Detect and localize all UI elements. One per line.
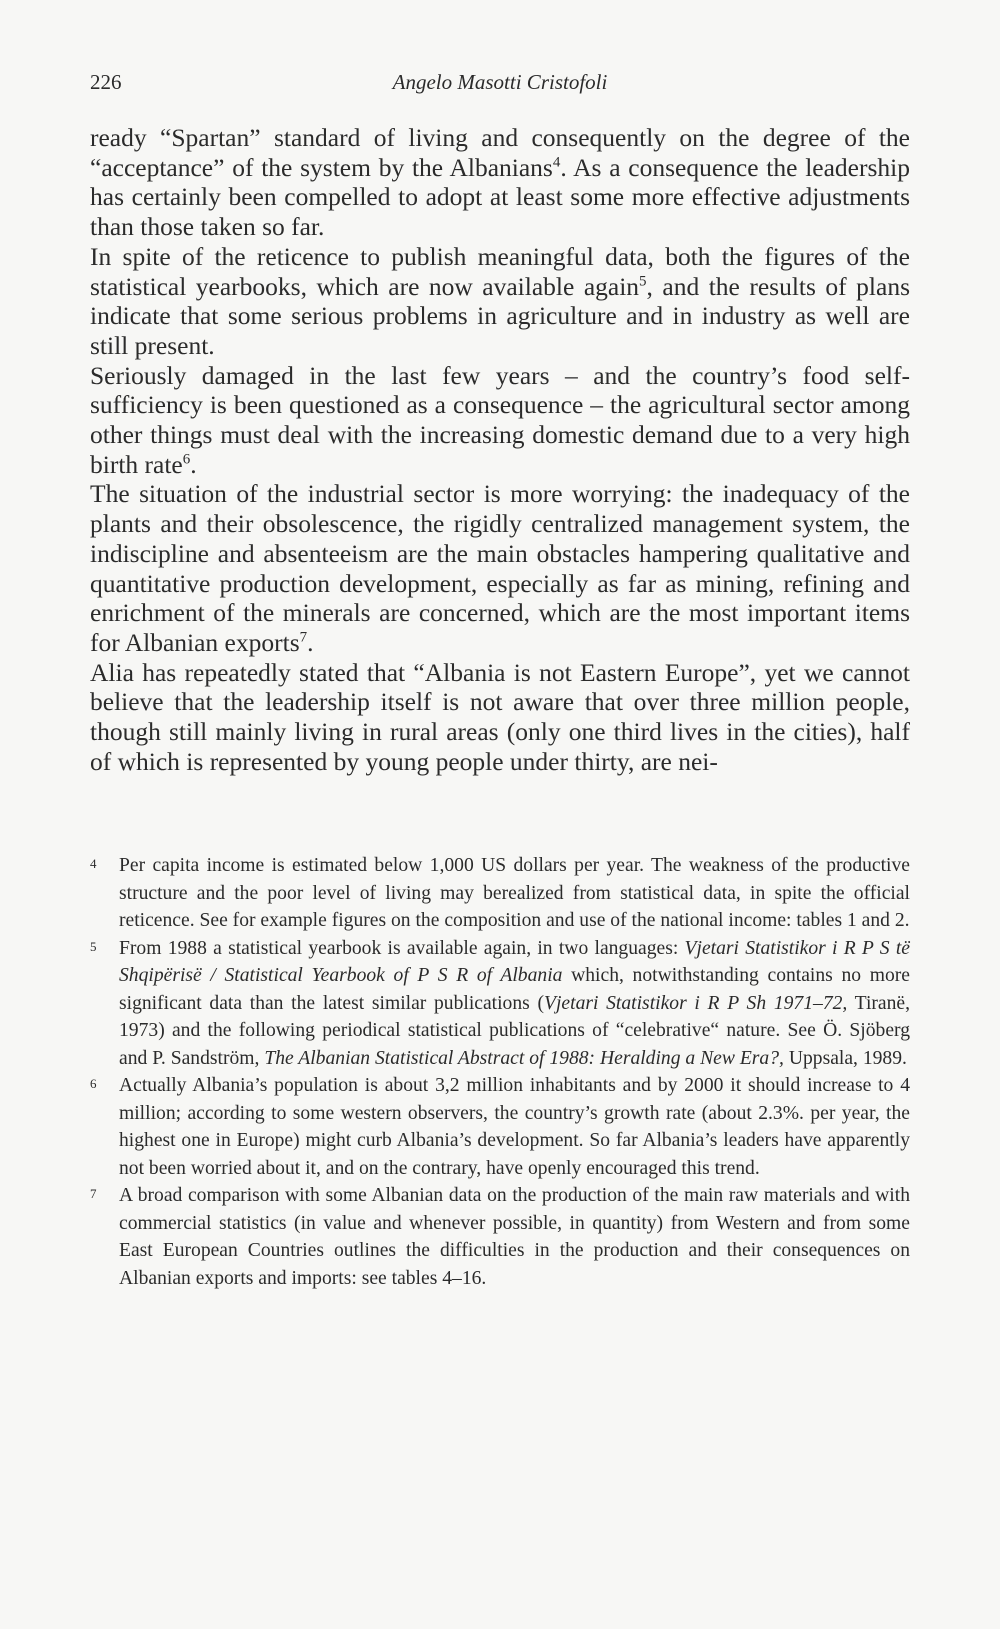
running-head: Angelo Masotti Cristofoli bbox=[392, 70, 608, 94]
paragraph-3-text: Seriously damaged in the last few years – and the country’s food self-sufficiency is been questioned as a consequence – the agricultural sector among other things must deal with the increasing domestic demand due to a very high birth rate bbox=[90, 360, 910, 479]
footnote-5-text-d: Uppsala, 1989. bbox=[783, 1047, 907, 1069]
paragraph-2 bbox=[90, 242, 910, 361]
paragraph-5 bbox=[90, 658, 910, 777]
footnote-6 bbox=[90, 1072, 910, 1182]
paragraph-4-text: The situation of the industrial sector is more worrying: the inadequacy of the plants and their obsolescence, the rigidly centralized management system, the indiscipline and absenteeism are the main obstacles hampering qualitative and quantitative production development, especially as far as mining, refining and enrichment of the minerals are concerned, which are the most important items for Albanian exports bbox=[90, 479, 910, 657]
paragraph-3 bbox=[90, 361, 910, 480]
footnote-7-text: A broad comparison with some Albanian data on the production of the main raw materials and with commercial statistics (in value and whenever possible, in quantity) from Western and from some East European Countries outlines the difficulties in the production and their consequences on Albanian exports and imports: see tables 4–16. bbox=[119, 1185, 910, 1289]
footnote-5-title-3: The Albanian Statistical Abstract of 1988: Heralding a New Era?, bbox=[264, 1047, 784, 1069]
footnote-5 bbox=[90, 935, 910, 1073]
paragraph-2-text: In spite of the reticence to publish meaningful data, both the figures of the statistical yearbooks, which are now available again bbox=[90, 241, 910, 301]
footnote-5-title-2: Vjetari Statistikor i R P Sh 1971–72, bbox=[544, 992, 848, 1014]
footnotes bbox=[90, 852, 910, 1292]
footnote-ref-6: 6 bbox=[182, 451, 191, 468]
page-header bbox=[90, 70, 910, 106]
paragraph-4-text-cont: . bbox=[307, 627, 314, 657]
footnote-ref-5: 5 bbox=[639, 273, 647, 290]
paragraph-5-text: Alia has repeatedly stated that “Albania is not Eastern Europe”, yet we cannot believe that the leadership itself is not aware that over three million people, though still mainly living in rural areas (only one third lives in the cities), half of which is represented by young people under thirty, are nei- bbox=[90, 657, 910, 776]
paragraph-1-text-cont: . As a consequence the leadership has certainly been compelled to adopt at least some more effective adjustments than those taken so far. bbox=[90, 152, 910, 242]
paragraph-4 bbox=[90, 479, 910, 657]
footnote-mark-7: 7 bbox=[90, 1186, 97, 1201]
body-text bbox=[90, 123, 910, 776]
footnote-7 bbox=[90, 1182, 910, 1292]
paragraph-2-text-cont: , and the results of plans indicate that some serious problems in agriculture and in industry as well are still present. bbox=[90, 271, 910, 360]
footnote-mark-6: 6 bbox=[90, 1076, 97, 1091]
footnote-mark-5: 5 bbox=[90, 938, 97, 954]
footnote-4-text: Per capita income is estimated below 1,000 US dollars per year. The weakness of the productive structure and the poor level of living may berealized from statistical data, in spite the official reticence. See for example figures on the composition and use of the national income: tables 1 and 2. bbox=[119, 855, 910, 931]
footnote-5-text-c: Tiranë, 1973) and the following periodical statistical publications of “celebrative“ nature. See Ö. Sjöberg and P. Sandström, bbox=[119, 992, 910, 1069]
footnote-5-title-1: Vjetari Statistikor i R P S të Shqipërisë / Statistical Yearbook of P S R of Albania bbox=[119, 937, 910, 986]
page-number: 226 bbox=[90, 70, 122, 94]
footnote-mark-4: 4 bbox=[90, 856, 97, 871]
footnote-4 bbox=[90, 852, 910, 935]
footnote-6-text: Actually Albania’s population is about 3,2 million inhabitants and by 2000 it should increase to 4 million; according to some western observers, the country’s growth rate (about 2.3%. per year, the highest one in Europe) might curb Albania’s development. So far Albania’s leaders have apparently not been worried about it, and on the contrary, have openly encouraged this trend. bbox=[119, 1075, 910, 1179]
paragraph-1 bbox=[90, 123, 910, 242]
footnote-ref-4: 4 bbox=[552, 154, 561, 171]
paragraph-3-text-cont: . bbox=[190, 449, 197, 479]
footnote-5-text-a: From 1988 a statistical yearbook is available again, in two languages: bbox=[119, 937, 685, 959]
paragraph-1-text: ready “Spartan” standard of living and consequently on the degree of the “acceptance” of the system by the Albanians bbox=[90, 123, 910, 182]
footnote-ref-7: 7 bbox=[299, 629, 308, 646]
footnote-5-text-b: which, notwithstanding contains no more significant data than the latest similar publications ( bbox=[119, 965, 910, 1014]
